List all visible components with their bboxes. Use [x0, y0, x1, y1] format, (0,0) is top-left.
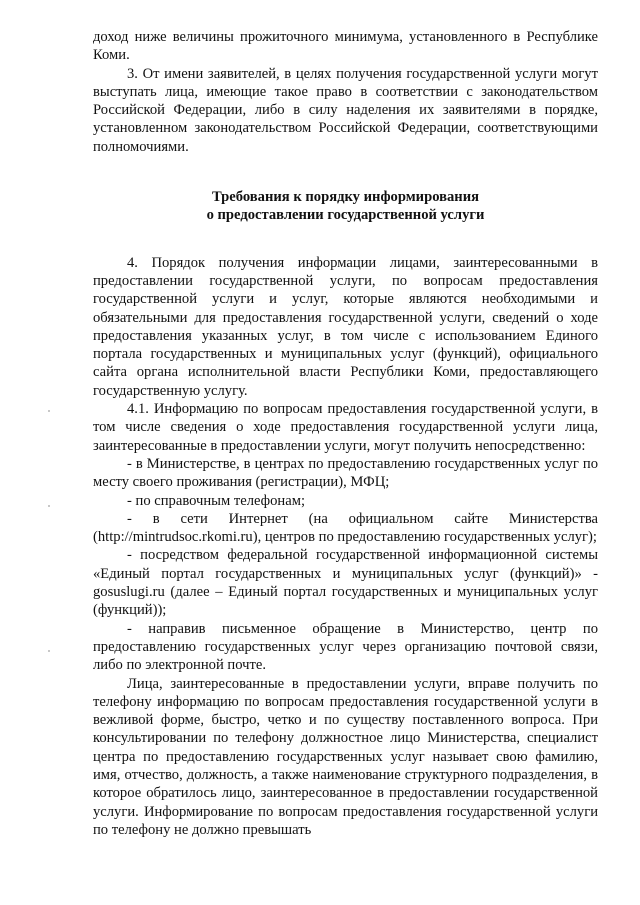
margin-mark	[48, 410, 50, 412]
section-heading-line-2: о предоставлении государственной услуги	[206, 207, 485, 224]
paragraph-item-3: 3. От имени заявителей, в целях получения государственной услуги могут выступать лица, имеющие такое право в соответствии с законодательством Российской Федерации, либо в силу наделения их заявителями в порядке, установленном законодательством Российской Федерации, соответствующими полномочиями.	[93, 65, 598, 155]
list-item-written-request: - направив письменное обращение в Министерство, центр по предоставлению государственных услуг через организацию почтовой связи, либо по электронной почте.	[93, 620, 598, 674]
list-item-internet: - в сети Интернет (на официальном сайте Министерства (http://mintrudsoc.rkomi.ru), центров по предоставлению государственных услуг);	[93, 510, 598, 546]
margin-mark	[48, 505, 50, 507]
margin-mark	[48, 650, 50, 652]
paragraph-item-4: 4. Порядок получения информации лицами, заинтересованными в предоставлении государственной услуги, по вопросам предоставления государственной услуги и услуг, которые являются необходимыми и обязательными для предоставления государственной услуги, сведений о ходе предоставления указанных услуг, в том числе с использованием Единого портала государственных и муниципальных услуг (функций), официального сайта органа исполнительной власти Республики Коми, предоставляющего государственную услугу.	[93, 254, 598, 399]
paragraph-phone-consultation: Лица, заинтересованные в предоставлении услуги, вправе получить по телефону информацию по вопросам предоставления государственной услуги в вежливой форме, быстро, четко и по существу поставленного вопроса. При консультировании по телефону должностное лицо Министерства, специалист центра по предоставлению государственных услуг называет свою фамилию, имя, отчество, должность, а также наименование структурного подразделения, в которое обратилось лицо, заинтересованное в предоставлении государственной услуги. Информирование по вопросам предоставления государственной услуги по телефону не должно превышать	[93, 675, 598, 838]
list-item-portal: - посредством федеральной государственной информационной системы «Единый портал государственных и муниципальных услуг (функций)» - gosuslugi.ru (далее – Единый портал государственных и муниципальных услуг (функций));	[93, 547, 598, 619]
paragraph-item-4-1: 4.1. Информацию по вопросам предоставления государственной услуги, в том числе сведения о ходе предоставления государственной услуги лица, заинтересованные в предоставлении услуги, могут получить непосредственно:	[93, 401, 598, 454]
section-heading	[93, 188, 598, 225]
paragraph-income-continuation: доход ниже величины прожиточного минимума, установленного в Республике Коми.	[93, 29, 598, 64]
list-item-phones: - по справочным телефонам;	[127, 492, 305, 509]
section-heading-line-1: Требования к порядку информирования	[211, 189, 480, 206]
list-item-ministry: - в Министерстве, в центрах по предоставлению государственных услуг по месту своего проживания (регистрации), МФЦ;	[93, 455, 598, 491]
